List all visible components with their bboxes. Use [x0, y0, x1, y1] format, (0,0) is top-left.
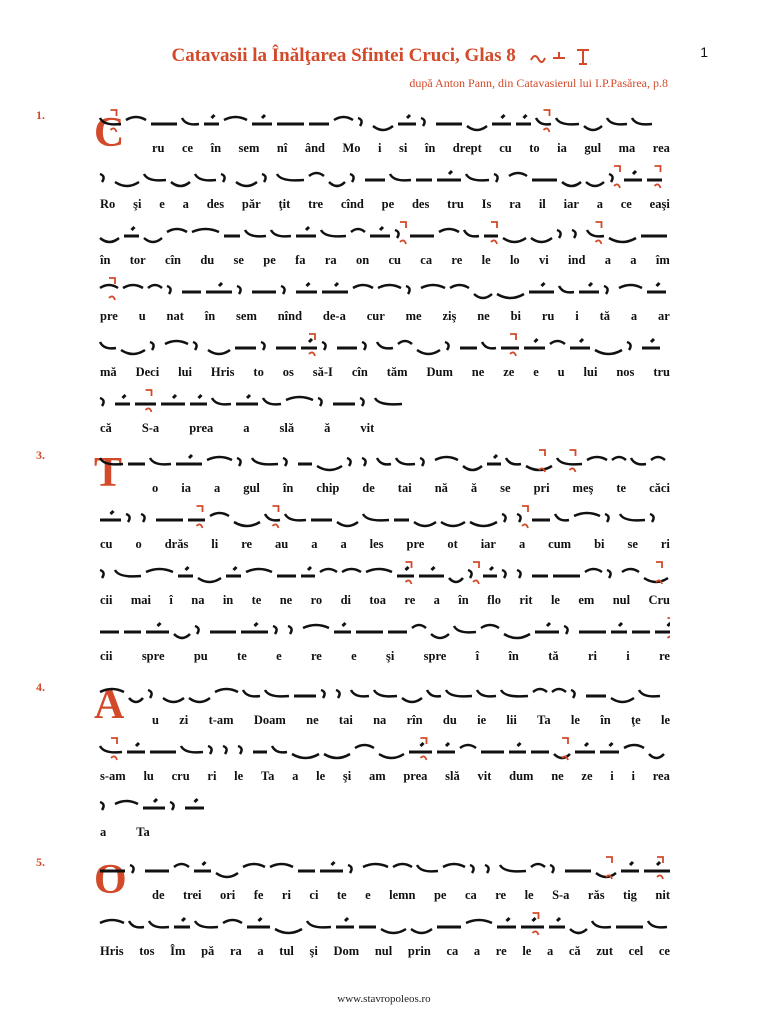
syllable: sem: [238, 141, 260, 155]
syllable: a: [473, 944, 481, 958]
syllable: a: [604, 253, 611, 267]
syllable: le: [524, 888, 534, 902]
syllable: lemn: [389, 888, 416, 902]
syllable: bi: [594, 537, 605, 551]
syllable: au: [275, 537, 289, 551]
syllable: cu: [388, 253, 401, 267]
syllable: cîn: [351, 365, 368, 379]
initial-letter: A: [94, 682, 125, 728]
syllable: tru: [653, 365, 670, 379]
syllable: te: [251, 593, 262, 607]
lyric-line: [100, 825, 150, 840]
syllable: rit: [519, 593, 533, 607]
syllable: nat: [166, 309, 184, 323]
syllable: ia: [557, 141, 567, 155]
syllable: ri: [660, 537, 670, 551]
syllable: prin: [407, 944, 431, 958]
syllable: Deci: [135, 365, 160, 379]
syllable: nînd: [277, 309, 303, 323]
syllable: bi: [510, 309, 521, 323]
chant-line: [0, 388, 768, 444]
syllable: Hris: [210, 365, 235, 379]
syllable: pă: [201, 944, 215, 958]
syllable: il: [538, 197, 546, 211]
syllable: o: [135, 537, 142, 551]
syllable: lui: [583, 365, 598, 379]
chant-line: [0, 164, 768, 220]
martyria-neume-icon: [527, 46, 597, 68]
neume-staff: [96, 220, 670, 250]
syllable: Hris: [100, 944, 124, 958]
syllable: pe: [263, 253, 276, 267]
syllable: în: [600, 713, 611, 727]
syllable: a: [311, 537, 318, 551]
syllable: le: [234, 769, 244, 783]
syllable: Ro: [100, 197, 116, 211]
syllable: zut: [596, 944, 613, 958]
syllable: flo: [487, 593, 501, 607]
syllable: ne: [477, 309, 490, 323]
syllable: a: [182, 197, 189, 211]
syllable: e: [276, 649, 282, 663]
syllable: tă: [599, 309, 610, 323]
syllable: cu: [100, 537, 113, 551]
syllable: iar: [563, 197, 579, 211]
syllable: u: [557, 365, 565, 379]
initial-letter: O: [94, 857, 127, 903]
neume-staff: [96, 504, 670, 534]
syllable: ia: [181, 481, 191, 495]
lyric-line: [100, 944, 670, 959]
syllable: e: [351, 649, 357, 663]
syllable: re: [241, 537, 253, 551]
syllable: S-a: [141, 421, 160, 435]
syllable: i: [610, 769, 614, 783]
syllable: a: [257, 944, 264, 958]
chant-line: [0, 560, 768, 616]
page-number: 1: [700, 44, 708, 60]
syllable: rea: [652, 769, 670, 783]
syllable: a: [243, 421, 250, 435]
syllable: ca: [464, 888, 477, 902]
syllable: tai: [397, 481, 412, 495]
syllable: de-a: [322, 309, 346, 323]
syllable: am: [368, 769, 386, 783]
syllable: ra: [509, 197, 522, 211]
neume-staff: [96, 276, 670, 306]
syllable: ând: [304, 141, 325, 155]
syllable: mai: [130, 593, 152, 607]
syllable: pre: [100, 309, 118, 323]
syllable: vit: [360, 421, 375, 435]
syllable: tre: [308, 197, 324, 211]
syllable: du: [442, 713, 457, 727]
lyric-line: [152, 481, 670, 496]
chant-line: [0, 792, 768, 848]
syllable: slă: [445, 769, 460, 783]
syllable: nul: [612, 593, 631, 607]
hymn-number: 3.: [36, 448, 45, 462]
syllable: mă: [100, 365, 117, 379]
syllable: t-am: [208, 713, 234, 727]
syllable: tul: [279, 944, 294, 958]
syllable: le: [550, 593, 560, 607]
lyric-line: [152, 141, 670, 156]
syllable: te: [237, 649, 247, 663]
syllable: Mo: [342, 141, 361, 155]
chant-line: [0, 616, 768, 672]
chant-line: [0, 911, 768, 967]
chant-line: [0, 108, 768, 164]
chant-line: [0, 276, 768, 332]
syllable: tig: [623, 888, 637, 902]
syllable: spre: [423, 649, 447, 663]
syllable: a: [100, 825, 107, 839]
neume-staff: [96, 792, 670, 822]
syllable: u: [138, 309, 146, 323]
syllable: î: [475, 649, 480, 663]
lyric-line: [100, 309, 670, 324]
syllable: te: [336, 888, 347, 902]
lyric-line: [100, 253, 670, 268]
footer-url: www.stavropoleos.ro: [337, 993, 431, 1005]
syllable: în: [424, 141, 436, 155]
lyric-line: [100, 593, 670, 608]
syllable: nî: [276, 141, 288, 155]
neume-staff: [96, 855, 670, 885]
page-title: [0, 45, 768, 68]
chant-line: [0, 680, 768, 736]
chant-line: [0, 736, 768, 792]
syllable: vi: [538, 253, 549, 267]
syllable: ce: [620, 197, 632, 211]
syllable: răs: [587, 888, 605, 902]
syllable: a: [518, 537, 526, 551]
syllable: ne: [471, 365, 485, 379]
syllable: ţe: [630, 713, 641, 727]
syllable: tăm: [386, 365, 408, 379]
initial-letter: T: [94, 450, 123, 496]
syllable: Is: [481, 197, 492, 211]
syllable: fe: [253, 888, 264, 902]
syllable: ru: [541, 309, 555, 323]
syllable: re: [310, 649, 322, 663]
syllable: ori: [219, 888, 236, 902]
syllable: pre: [406, 537, 425, 551]
syllable: ci: [309, 888, 319, 902]
syllable: cînd: [340, 197, 364, 211]
syllable: păr: [241, 197, 261, 211]
neume-staff: [96, 388, 670, 418]
syllable: ziş: [442, 309, 457, 323]
syllable: re: [495, 888, 507, 902]
syllable: nit: [655, 888, 670, 902]
syllable: tor: [129, 253, 146, 267]
syllable: me: [405, 309, 422, 323]
neume-staff: [96, 448, 670, 478]
syllable: dum: [509, 769, 534, 783]
neume-staff: [96, 616, 670, 646]
syllable: os: [282, 365, 294, 379]
syllable: le: [481, 253, 491, 267]
hymn-number: 4.: [36, 680, 45, 694]
syllable: pu: [193, 649, 208, 663]
syllable: Ta: [260, 769, 275, 783]
syllable: în: [508, 649, 519, 663]
syllable: tru: [447, 197, 464, 211]
syllable: tă: [548, 649, 559, 663]
syllable: şi: [386, 649, 395, 663]
neume-staff: [96, 560, 670, 590]
syllable: ze: [581, 769, 593, 783]
syllable: gul: [584, 141, 602, 155]
syllable: a: [340, 537, 347, 551]
lyric-line: [100, 421, 374, 436]
syllable: i: [575, 309, 579, 323]
syllable: nul: [374, 944, 393, 958]
lyric-line: [100, 769, 670, 784]
neume-staff: [96, 332, 670, 362]
syllable: e: [159, 197, 165, 211]
syllable: se: [500, 481, 511, 495]
syllable: Cru: [648, 593, 670, 607]
syllable: de: [362, 481, 375, 495]
syllable: s-am: [100, 769, 126, 783]
syllable: fa: [295, 253, 306, 267]
syllable: spre: [141, 649, 165, 663]
lyric-line: [152, 713, 670, 728]
syllable: ă: [470, 481, 478, 495]
syllable: tai: [338, 713, 353, 727]
syllable: prea: [403, 769, 428, 783]
syllable: ă: [324, 421, 331, 435]
syllable: on: [355, 253, 370, 267]
syllable: i: [631, 769, 635, 783]
syllable: rea: [652, 141, 670, 155]
subtitle: după Anton Pann, din Catavasierul lui I.P.Pasărea, p.8: [409, 76, 668, 90]
syllable: a: [596, 197, 603, 211]
syllable: căci: [649, 481, 670, 495]
syllable: cii: [100, 593, 113, 607]
syllable: ri: [207, 769, 217, 783]
syllable: cur: [366, 309, 385, 323]
syllable: le: [316, 769, 326, 783]
syllable: si: [399, 141, 408, 155]
initial-letter: C: [94, 110, 125, 156]
syllable: a: [433, 593, 440, 607]
syllable: drăs: [164, 537, 189, 551]
syllable: ro: [310, 593, 323, 607]
syllable: lu: [143, 769, 154, 783]
hymn-number: 5.: [36, 855, 45, 869]
chant-line: [0, 448, 768, 504]
neume-staff: [96, 911, 670, 941]
syllable: e: [533, 365, 539, 379]
syllable: to: [529, 141, 540, 155]
syllable: ca: [420, 253, 433, 267]
syllable: des: [206, 197, 225, 211]
syllable: na: [373, 713, 387, 727]
syllable: îm: [655, 253, 670, 267]
syllable: a: [630, 309, 638, 323]
syllable: in: [222, 593, 234, 607]
syllable: ne: [306, 713, 319, 727]
syllable: Doam: [253, 713, 286, 727]
syllable: sem: [236, 309, 257, 323]
syllable: pe: [433, 888, 447, 902]
syllable: în: [210, 141, 222, 155]
syllable: ce: [658, 944, 670, 958]
syllable: şi: [342, 769, 352, 783]
title-text: Catavasii la Înălţarea Sfintei Cruci, Glas 8: [171, 45, 516, 66]
syllable: lo: [509, 253, 520, 267]
syllable: că: [568, 944, 581, 958]
syllable: Îm: [170, 944, 186, 958]
syllable: ri: [281, 888, 291, 902]
syllable: drept: [452, 141, 482, 155]
syllable: ra: [324, 253, 337, 267]
syllable: re: [659, 649, 670, 663]
syllable: vit: [477, 769, 492, 783]
syllable: le: [660, 713, 670, 727]
syllable: ie: [477, 713, 487, 727]
syllable: du: [200, 253, 215, 267]
syllable: ne: [279, 593, 293, 607]
lyric-line: [100, 537, 670, 552]
syllable: ca: [446, 944, 459, 958]
syllable: cru: [171, 769, 190, 783]
lyric-line: [152, 888, 670, 903]
syllable: a: [630, 253, 637, 267]
syllable: lui: [178, 365, 192, 379]
lyric-line: [100, 197, 670, 212]
syllable: de: [152, 888, 165, 902]
syllable: iar: [480, 537, 496, 551]
syllable: că: [100, 421, 112, 435]
syllable: a: [292, 769, 299, 783]
syllable: trei: [182, 888, 202, 902]
neume-staff: [96, 164, 670, 194]
syllable: ce: [182, 141, 194, 155]
syllable: se: [233, 253, 244, 267]
syllable: des: [411, 197, 430, 211]
syllable: to: [253, 365, 264, 379]
syllable: ri: [587, 649, 597, 663]
syllable: ra: [229, 944, 242, 958]
syllable: re: [451, 253, 463, 267]
syllable: ma: [618, 141, 636, 155]
chant-line: [0, 332, 768, 388]
syllable: meş: [572, 481, 594, 495]
syllable: a: [213, 481, 221, 495]
syllable: nos: [616, 365, 635, 379]
chant-line: [0, 855, 768, 911]
syllable: toa: [369, 593, 387, 607]
syllable: Dom: [333, 944, 360, 958]
syllable: di: [340, 593, 351, 607]
syllable: rîn: [406, 713, 423, 727]
lyric-line: [100, 649, 670, 664]
syllable: eaşi: [649, 197, 670, 211]
syllable: prea: [189, 421, 214, 435]
syllable: re: [404, 593, 416, 607]
syllable: să-I: [312, 365, 333, 379]
syllable: o: [152, 481, 159, 495]
syllable: e: [365, 888, 371, 902]
syllable: a: [546, 944, 554, 958]
lyric-line: [100, 365, 670, 380]
syllable: slă: [279, 421, 295, 435]
syllable: cu: [499, 141, 512, 155]
neume-staff: [96, 108, 670, 138]
syllable: na: [191, 593, 205, 607]
syllable: ţit: [278, 197, 291, 211]
syllable: şi: [309, 944, 318, 958]
syllable: în: [204, 309, 216, 323]
syllable: ar: [657, 309, 670, 323]
syllable: u: [152, 713, 159, 727]
neume-staff: [96, 736, 670, 766]
hymn-number: 1.: [36, 108, 45, 122]
syllable: tos: [139, 944, 155, 958]
syllable: se: [627, 537, 638, 551]
syllable: cel: [628, 944, 644, 958]
syllable: li: [211, 537, 219, 551]
syllable: cum: [548, 537, 572, 551]
syllable: chip: [316, 481, 340, 495]
syllable: şi: [133, 197, 142, 211]
chant-line: [0, 504, 768, 560]
syllable: pe: [381, 197, 395, 211]
syllable: lii: [506, 713, 517, 727]
syllable: ru: [152, 141, 165, 155]
syllable: ne: [551, 769, 564, 783]
syllable: les: [369, 537, 384, 551]
syllable: te: [616, 481, 627, 495]
syllable: i: [626, 649, 630, 663]
neume-staff: [96, 680, 670, 710]
syllable: re: [495, 944, 507, 958]
syllable: em: [578, 593, 595, 607]
syllable: î: [169, 593, 173, 607]
syllable: cii: [100, 649, 113, 663]
syllable: Ta: [136, 825, 150, 839]
syllable: le: [522, 944, 532, 958]
syllable: nă: [434, 481, 448, 495]
syllable: în: [100, 253, 111, 267]
syllable: în: [282, 481, 294, 495]
syllable: ot: [447, 537, 458, 551]
syllable: le: [570, 713, 580, 727]
syllable: ze: [503, 365, 515, 379]
syllable: în: [458, 593, 469, 607]
chant-line: [0, 220, 768, 276]
syllable: pri: [533, 481, 550, 495]
syllable: i: [378, 141, 382, 155]
syllable: cîn: [165, 253, 182, 267]
syllable: gul: [243, 481, 260, 495]
syllable: Ta: [537, 713, 551, 727]
syllable: Dum: [426, 365, 453, 379]
syllable: ind: [568, 253, 586, 267]
syllable: zi: [179, 713, 189, 727]
syllable: S-a: [552, 888, 570, 902]
